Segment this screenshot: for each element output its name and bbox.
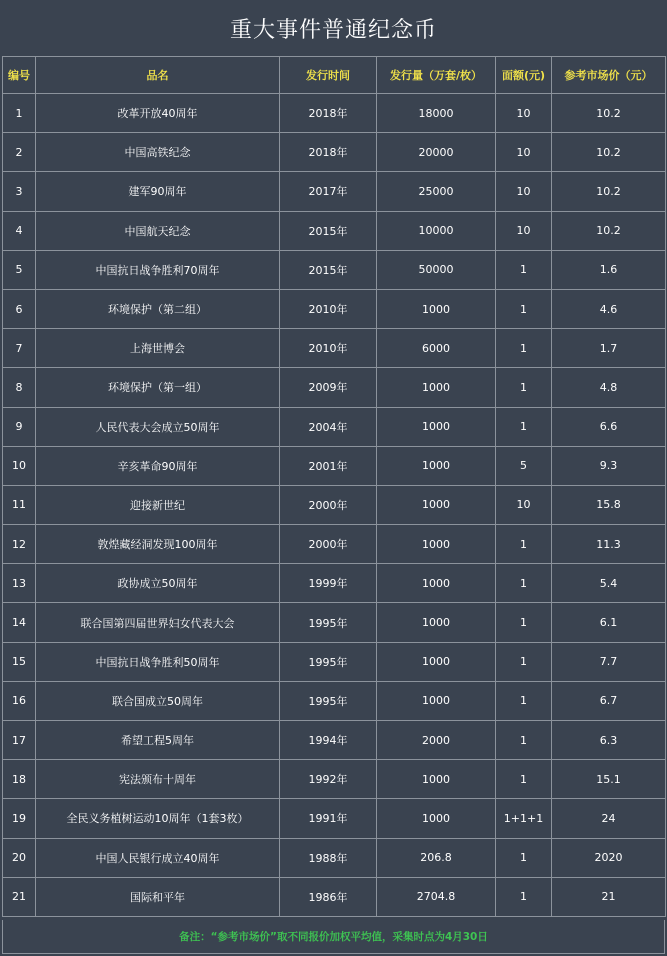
cell-face-value: 1 <box>496 289 552 328</box>
table-row <box>3 407 666 446</box>
cell-market-price: 1.7 <box>552 329 666 368</box>
cell-issue-date: 2018年 <box>280 133 377 172</box>
cell-index: 16 <box>3 681 36 720</box>
cell-name: 敦煌藏经洞发现100周年 <box>36 525 280 564</box>
cell-face-value: 1 <box>496 603 552 642</box>
cell-issue-date: 2001年 <box>280 446 377 485</box>
cell-name: 中国抗日战争胜利50周年 <box>36 642 280 681</box>
cell-issue-date: 1991年 <box>280 799 377 838</box>
cell-issue-date: 1995年 <box>280 603 377 642</box>
table-row <box>3 760 666 799</box>
cell-face-value: 1 <box>496 642 552 681</box>
cell-face-value: 5 <box>496 446 552 485</box>
table-body <box>3 94 666 917</box>
cell-market-price: 10.2 <box>552 133 666 172</box>
cell-name: 中国高铁纪念 <box>36 133 280 172</box>
table-row <box>3 172 666 211</box>
cell-issue-volume: 1000 <box>377 446 496 485</box>
cell-face-value: 1 <box>496 760 552 799</box>
cell-issue-volume: 25000 <box>377 172 496 211</box>
cell-face-value: 10 <box>496 485 552 524</box>
cell-market-price: 24 <box>552 799 666 838</box>
cell-issue-date: 1995年 <box>280 681 377 720</box>
header-market-price: 参考市场价（元） <box>552 57 666 94</box>
cell-face-value: 1 <box>496 721 552 760</box>
table-header-row <box>3 57 666 94</box>
cell-issue-date: 1994年 <box>280 721 377 760</box>
cell-market-price: 11.3 <box>552 525 666 564</box>
cell-issue-volume: 1000 <box>377 760 496 799</box>
cell-face-value: 1+1+1 <box>496 799 552 838</box>
cell-index: 13 <box>3 564 36 603</box>
cell-face-value: 1 <box>496 407 552 446</box>
cell-index: 9 <box>3 407 36 446</box>
cell-issue-volume: 1000 <box>377 368 496 407</box>
cell-face-value: 1 <box>496 329 552 368</box>
cell-issue-date: 1999年 <box>280 564 377 603</box>
cell-issue-volume: 1000 <box>377 525 496 564</box>
footnote: 备注：“参考市场价”取不同报价加权平均值，采集时点为4月30日 <box>2 920 665 954</box>
table-row <box>3 642 666 681</box>
cell-index: 3 <box>3 172 36 211</box>
cell-issue-date: 1992年 <box>280 760 377 799</box>
cell-index: 10 <box>3 446 36 485</box>
cell-name: 联合国成立50周年 <box>36 681 280 720</box>
cell-market-price: 10.2 <box>552 172 666 211</box>
cell-issue-date: 2018年 <box>280 94 377 133</box>
cell-market-price: 6.3 <box>552 721 666 760</box>
cell-index: 12 <box>3 525 36 564</box>
cell-name: 宪法颁布十周年 <box>36 760 280 799</box>
cell-market-price: 2020 <box>552 838 666 877</box>
cell-index: 19 <box>3 799 36 838</box>
cell-face-value: 1 <box>496 564 552 603</box>
cell-issue-volume: 6000 <box>377 329 496 368</box>
cell-issue-volume: 18000 <box>377 94 496 133</box>
cell-issue-volume: 1000 <box>377 564 496 603</box>
cell-face-value: 10 <box>496 211 552 250</box>
cell-name: 辛亥革命90周年 <box>36 446 280 485</box>
cell-issue-date: 2017年 <box>280 172 377 211</box>
cell-market-price: 21 <box>552 877 666 916</box>
cell-name: 人民代表大会成立50周年 <box>36 407 280 446</box>
cell-market-price: 10.2 <box>552 94 666 133</box>
cell-face-value: 1 <box>496 681 552 720</box>
cell-market-price: 6.1 <box>552 603 666 642</box>
cell-issue-date: 2010年 <box>280 289 377 328</box>
cell-issue-volume: 20000 <box>377 133 496 172</box>
table-row <box>3 603 666 642</box>
cell-market-price: 4.6 <box>552 289 666 328</box>
cell-face-value: 10 <box>496 172 552 211</box>
cell-issue-volume: 1000 <box>377 799 496 838</box>
cell-name: 上海世博会 <box>36 329 280 368</box>
cell-index: 4 <box>3 211 36 250</box>
cell-issue-date: 2000年 <box>280 525 377 564</box>
cell-name: 联合国第四届世界妇女代表大会 <box>36 603 280 642</box>
cell-name: 建军90周年 <box>36 172 280 211</box>
cell-name: 迎接新世纪 <box>36 485 280 524</box>
cell-face-value: 1 <box>496 525 552 564</box>
table-row <box>3 250 666 289</box>
cell-issue-date: 2000年 <box>280 485 377 524</box>
cell-name: 全民义务植树运动10周年（1套3枚） <box>36 799 280 838</box>
cell-market-price: 15.8 <box>552 485 666 524</box>
page-title: 重大事件普通纪念币 <box>229 17 437 43</box>
cell-issue-date: 1995年 <box>280 642 377 681</box>
cell-index: 6 <box>3 289 36 328</box>
table-row <box>3 564 666 603</box>
cell-index: 1 <box>3 94 36 133</box>
cell-market-price: 5.4 <box>552 564 666 603</box>
cell-issue-date: 2015年 <box>280 211 377 250</box>
cell-name: 中国航天纪念 <box>36 211 280 250</box>
cell-index: 11 <box>3 485 36 524</box>
table-row <box>3 329 666 368</box>
cell-issue-date: 2015年 <box>280 250 377 289</box>
cell-index: 18 <box>3 760 36 799</box>
cell-name: 环境保护（第二组） <box>36 289 280 328</box>
header-index: 编号 <box>3 57 36 94</box>
header-issue-volume: 发行量（万套/枚） <box>377 57 496 94</box>
cell-face-value: 10 <box>496 133 552 172</box>
cell-face-value: 1 <box>496 877 552 916</box>
cell-issue-date: 2004年 <box>280 407 377 446</box>
table-row <box>3 289 666 328</box>
table-row <box>3 681 666 720</box>
table-row <box>3 877 666 916</box>
cell-market-price: 9.3 <box>552 446 666 485</box>
cell-market-price: 4.8 <box>552 368 666 407</box>
header-face-value: 面额(元) <box>496 57 552 94</box>
cell-face-value: 10 <box>496 94 552 133</box>
cell-issue-volume: 2704.8 <box>377 877 496 916</box>
cell-issue-volume: 1000 <box>377 407 496 446</box>
cell-market-price: 6.6 <box>552 407 666 446</box>
cell-index: 8 <box>3 368 36 407</box>
table-row <box>3 838 666 877</box>
cell-face-value: 1 <box>496 838 552 877</box>
cell-name: 中国人民银行成立40周年 <box>36 838 280 877</box>
table-row <box>3 799 666 838</box>
cell-market-price: 15.1 <box>552 760 666 799</box>
table-row <box>3 446 666 485</box>
cell-market-price: 1.6 <box>552 250 666 289</box>
cell-name: 环境保护（第一组） <box>36 368 280 407</box>
table-row <box>3 133 666 172</box>
cell-market-price: 10.2 <box>552 211 666 250</box>
cell-index: 21 <box>3 877 36 916</box>
cell-issue-volume: 1000 <box>377 485 496 524</box>
cell-issue-date: 2010年 <box>280 329 377 368</box>
cell-issue-volume: 206.8 <box>377 838 496 877</box>
cell-name: 政协成立50周年 <box>36 564 280 603</box>
cell-market-price: 6.7 <box>552 681 666 720</box>
cell-face-value: 1 <box>496 250 552 289</box>
cell-issue-date: 1986年 <box>280 877 377 916</box>
cell-issue-volume: 1000 <box>377 603 496 642</box>
cell-issue-volume: 2000 <box>377 721 496 760</box>
cell-name: 国际和平年 <box>36 877 280 916</box>
cell-market-price: 7.7 <box>552 642 666 681</box>
table-row <box>3 485 666 524</box>
cell-index: 2 <box>3 133 36 172</box>
cell-face-value: 1 <box>496 368 552 407</box>
cell-index: 14 <box>3 603 36 642</box>
header-name: 品名 <box>36 57 280 94</box>
cell-index: 20 <box>3 838 36 877</box>
cell-index: 15 <box>3 642 36 681</box>
table-row <box>3 94 666 133</box>
cell-name: 希望工程5周年 <box>36 721 280 760</box>
header-issue-date: 发行时间 <box>280 57 377 94</box>
cell-index: 17 <box>3 721 36 760</box>
table-row <box>3 368 666 407</box>
cell-issue-volume: 50000 <box>377 250 496 289</box>
cell-issue-date: 2009年 <box>280 368 377 407</box>
table-row <box>3 211 666 250</box>
cell-issue-volume: 1000 <box>377 681 496 720</box>
table-row <box>3 721 666 760</box>
cell-issue-volume: 10000 <box>377 211 496 250</box>
cell-name: 中国抗日战争胜利70周年 <box>36 250 280 289</box>
cell-name: 改革开放40周年 <box>36 94 280 133</box>
table-row <box>3 525 666 564</box>
cell-issue-date: 1988年 <box>280 838 377 877</box>
cell-issue-volume: 1000 <box>377 642 496 681</box>
cell-issue-volume: 1000 <box>377 289 496 328</box>
cell-index: 5 <box>3 250 36 289</box>
cell-index: 7 <box>3 329 36 368</box>
coin-table <box>2 56 666 917</box>
